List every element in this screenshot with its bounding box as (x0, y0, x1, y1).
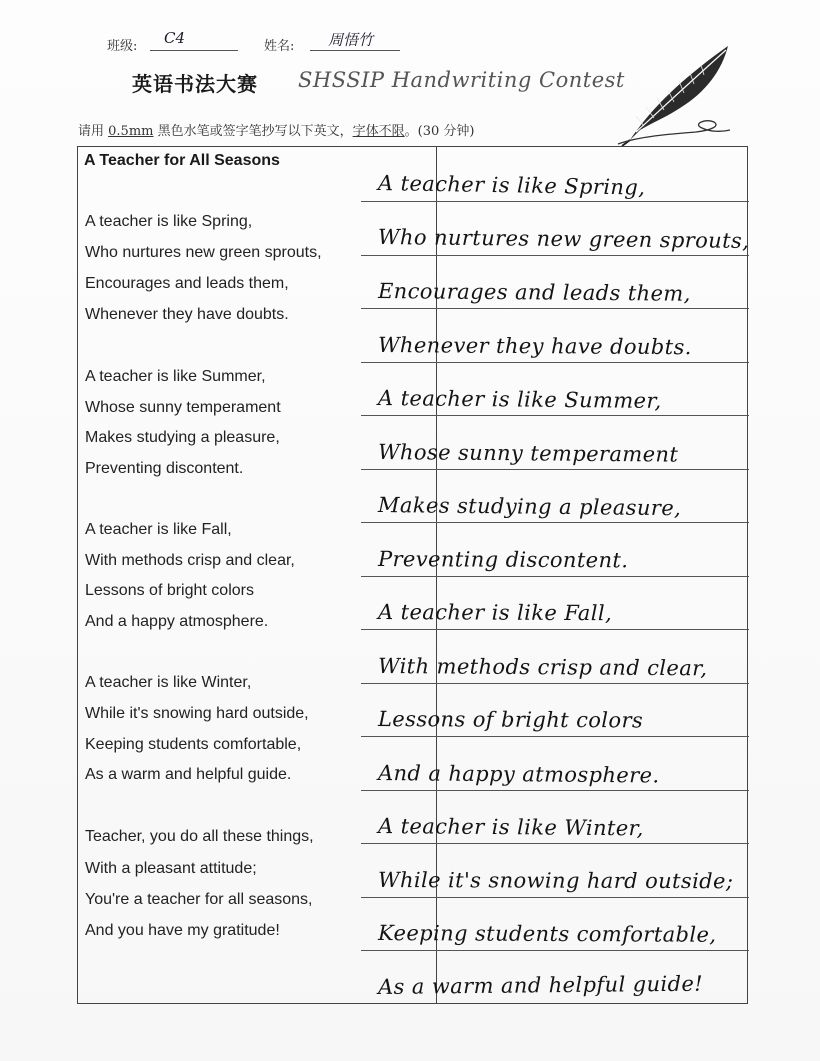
writing-rule (361, 897, 749, 898)
poem-line: Lessons of bright colors (85, 582, 254, 599)
quill-feather-icon (610, 40, 735, 148)
handwritten-line: Lessons of bright colors (377, 707, 644, 733)
name-value: 周悟竹 (328, 31, 374, 49)
instruction-suffix: 。(30 分钟) (404, 124, 475, 139)
writing-rule (361, 683, 749, 684)
writing-rule (361, 736, 749, 737)
writing-rule (361, 362, 749, 363)
contest-title-chinese: 英语书法大赛 (132, 72, 258, 96)
poem-line: Who nurtures new green sprouts, (85, 244, 322, 261)
poem-line: Whenever they have doubts. (85, 306, 289, 323)
poem-line: Encourages and leads them, (85, 275, 289, 292)
writing-rule (361, 843, 749, 844)
poem-line: You're a teacher for all seasons, (85, 891, 313, 908)
handwritten-line: Preventing discontent. (377, 547, 629, 573)
class-label: 班级: (107, 39, 138, 54)
poem-line: Keeping students comfortable, (85, 736, 302, 753)
writing-rule (361, 469, 749, 470)
poem-line: With methods crisp and clear, (85, 552, 295, 569)
writing-rule (361, 201, 749, 202)
writing-rule (361, 950, 749, 951)
contest-title-english: SHSSIP Handwriting Contest (298, 68, 625, 92)
handwritten-line: A teacher is like Summer, (377, 386, 662, 413)
writing-rule (361, 790, 749, 791)
instruction-font: 字体不限 (352, 124, 405, 139)
poem-line: Whose sunny temperament (85, 399, 281, 416)
poem-line: A teacher is like Spring, (85, 213, 253, 230)
poem-line: With a pleasant attitude; (85, 860, 257, 877)
handwritten-line: As a warm and helpful guide! (377, 971, 704, 999)
poem-title: A Teacher for All Seasons (84, 152, 280, 169)
name-underline (310, 50, 400, 51)
poem-line: Makes studying a pleasure, (85, 429, 280, 446)
writing-rule (361, 629, 749, 630)
poem-line: As a warm and helpful guide. (85, 766, 292, 783)
writing-rule (361, 576, 749, 577)
handwritten-line: A teacher is like Spring, (377, 171, 646, 200)
instruction-pen: 0.5mm (108, 124, 154, 139)
poem-line: A teacher is like Fall, (85, 521, 232, 538)
handwritten-line: And a happy atmosphere. (377, 761, 660, 788)
handwritten-line: A teacher is like Winter, (377, 814, 644, 841)
writing-rule (361, 255, 749, 256)
handwritten-line: With methods crisp and clear, (377, 654, 708, 681)
handwritten-line: Who nurtures new green sprouts, (377, 225, 750, 253)
handwritten-line: While it's snowing hard outside; (377, 868, 734, 894)
poem-line: A teacher is like Winter, (85, 674, 252, 691)
class-underline (150, 50, 238, 51)
instructions (78, 120, 474, 139)
name-label: 姓名: (264, 39, 295, 54)
instruction-prefix: 请用 (78, 124, 109, 139)
writing-rule (361, 308, 749, 309)
class-value: C4 (164, 29, 186, 47)
handwritten-line: Whenever they have doubts. (377, 333, 692, 360)
poem-line: A teacher is like Summer, (85, 368, 266, 385)
writing-rule (361, 415, 749, 416)
poem-line: And a happy atmosphere. (85, 613, 269, 630)
handwritten-line: Keeping students comfortable, (377, 921, 717, 947)
poem-line: And you have my gratitude! (85, 922, 280, 939)
handwritten-line: Whose sunny temperament (377, 440, 679, 467)
handwritten-line: A teacher is like Fall, (377, 600, 613, 626)
copy-table (77, 146, 748, 1004)
poem-line: Teacher, you do all these things, (85, 828, 314, 845)
poem-line: While it's snowing hard outside, (85, 705, 309, 722)
handwritten-line: Encourages and leads them, (377, 279, 691, 306)
handwritten-line: Makes studying a pleasure, (377, 493, 682, 521)
writing-rule (361, 522, 749, 523)
instruction-mid: 黑色水笔或签字笔抄写以下英文， (153, 124, 353, 139)
poem-line: Preventing discontent. (85, 460, 244, 477)
